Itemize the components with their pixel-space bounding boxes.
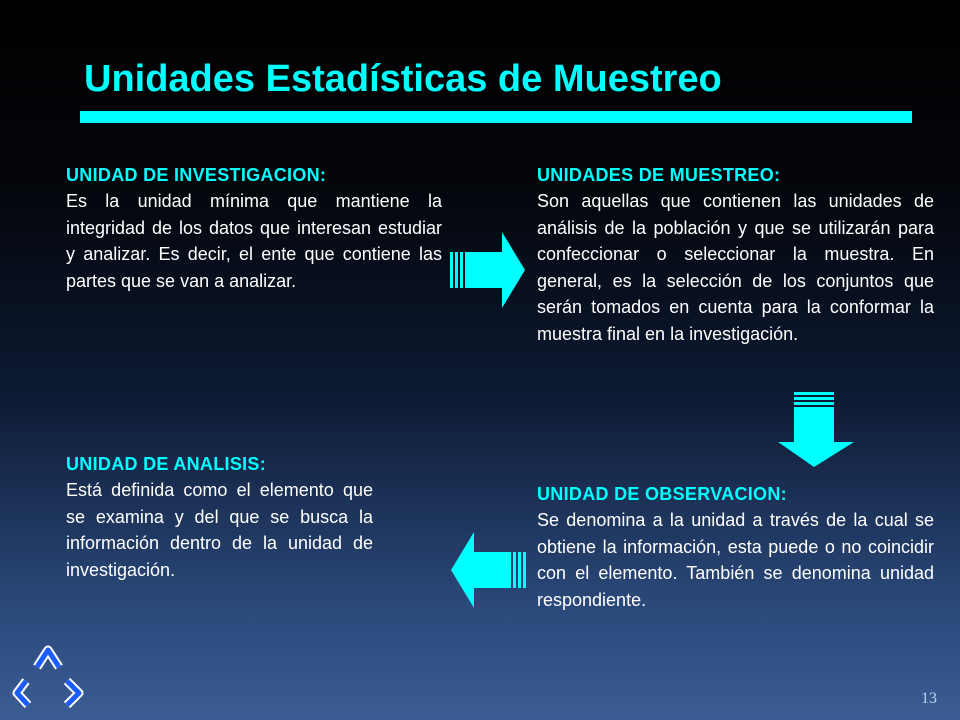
unidades-muestreo-block <box>537 165 934 347</box>
unidad-analisis-heading: UNIDAD DE ANALISIS: <box>66 454 267 474</box>
unidad-investigacion-text: Es la unidad mínima que mantiene la integridad de los datos que interesan estudiar y analizar. Es decir, el ente que contiene las partes que se van a analizar. <box>66 191 442 291</box>
unidad-investigacion-heading: UNIDAD DE INVESTIGACION: <box>66 165 327 185</box>
unidad-investigacion-block <box>66 165 442 294</box>
recycle-arrows-logo <box>10 645 88 711</box>
unidades-muestreo-heading: UNIDADES DE MUESTREO: <box>537 165 781 185</box>
unidades-muestreo-text: Son aquellas que contienen las unidades de análisis de la población y que se utilizarán para confeccionar o seleccionar la muestra. En general, es la selección de los conjuntos que serán tomados en cuenta para la conformar la muestra final en la investigación. <box>537 191 934 344</box>
title-underline <box>80 111 912 123</box>
arrow-left-icon <box>450 532 526 608</box>
unidad-observacion-block <box>537 484 934 613</box>
arrow-right-icon <box>450 232 526 308</box>
arrow-down-icon <box>778 392 854 468</box>
unidad-observacion-text: Se denomina a la unidad a través de la cual se obtiene la información, esta puede o no coincidir con el elemento. También se denomina unidad respondiente. <box>537 510 934 610</box>
page-number: 13 <box>921 690 937 707</box>
slide-title: Unidades Estadísticas de Muestreo <box>84 58 722 100</box>
unidad-observacion-heading: UNIDAD DE OBSERVACION: <box>537 484 787 504</box>
unidad-analisis-text: Está definida como el elemento que se examina y del que se busca la información dentro de la unidad de investigación. <box>66 480 373 580</box>
unidad-analisis-block <box>66 454 373 583</box>
